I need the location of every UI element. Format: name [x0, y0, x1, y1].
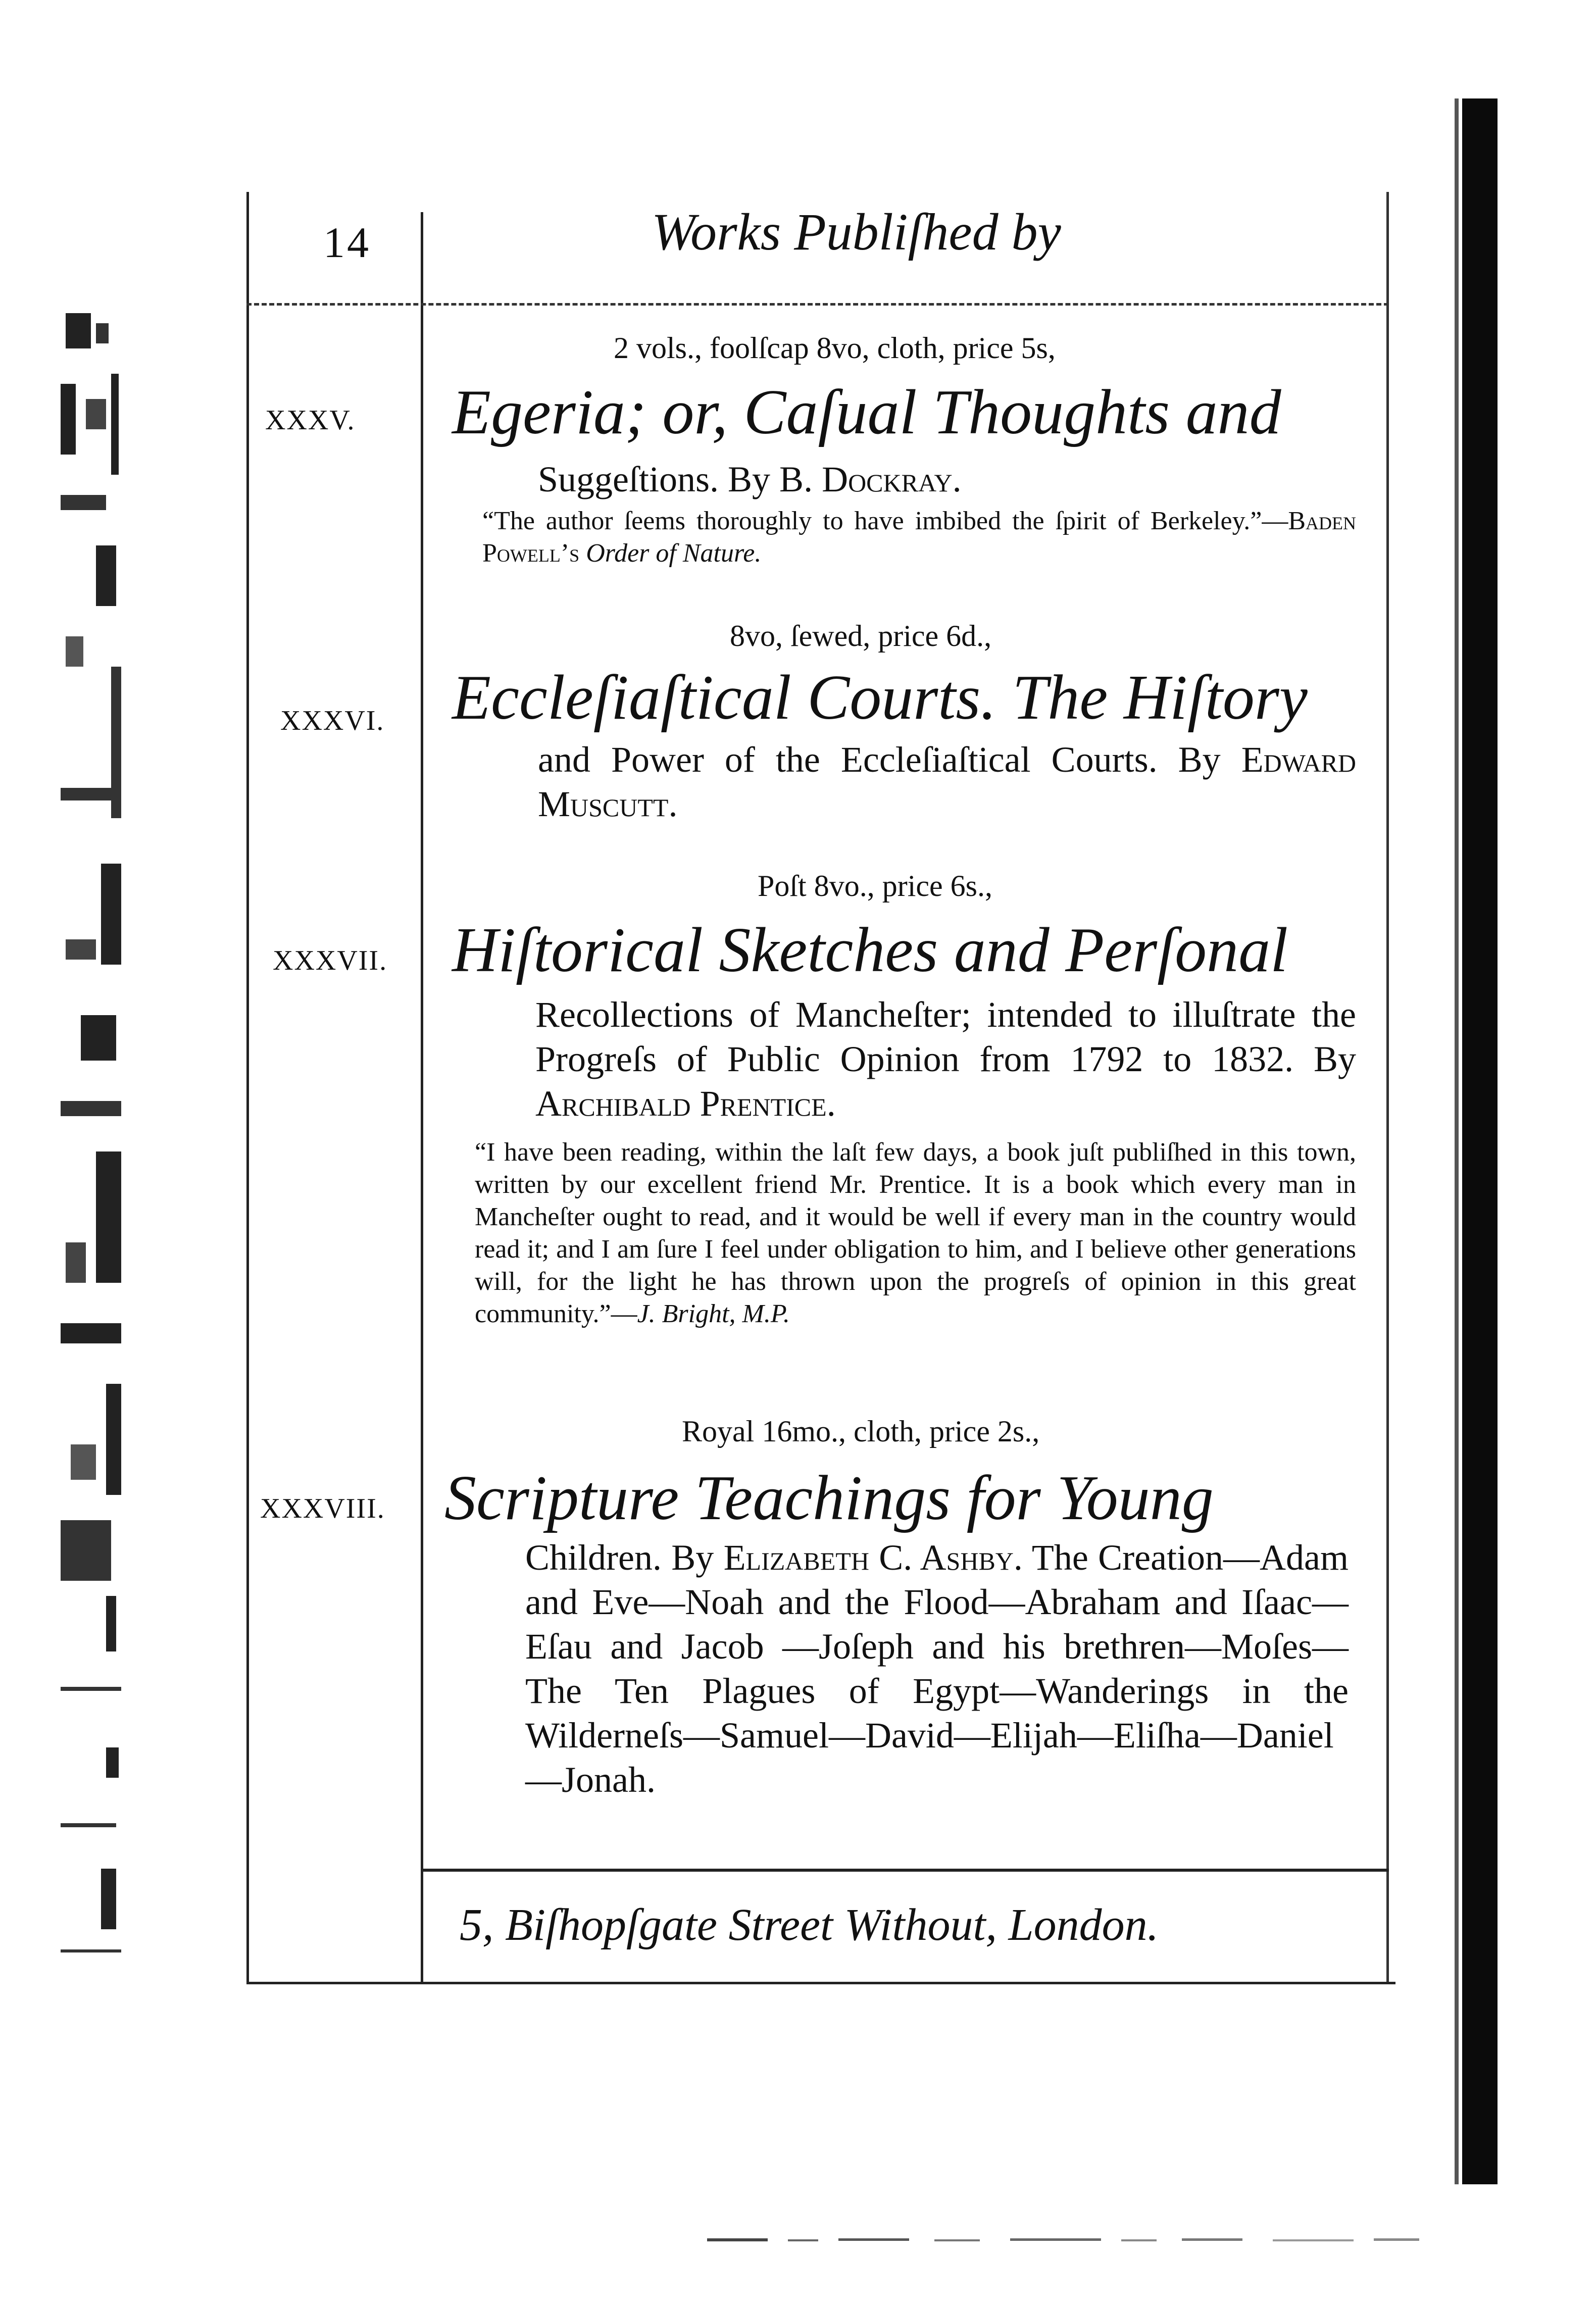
author-name: Archibald Prentice — [535, 1083, 827, 1124]
description-text: Children. By — [525, 1537, 714, 1578]
entry-format: Royal 16mo., cloth, price 2s., — [682, 1415, 1040, 1448]
description-text: and Power of the Eccleſiaſtical Courts. By — [538, 739, 1221, 780]
scan-margin-noise — [30, 283, 141, 2000]
publisher-address: 5, Biſhopſgate Street Without, London. — [460, 1900, 1159, 1950]
header-rule — [246, 303, 1389, 306]
author-name: Dockray — [822, 459, 953, 499]
scan-binding-edge — [1455, 98, 1459, 2184]
description-text: Suggeſtions. By B. — [538, 459, 822, 499]
entry-title: Hiſtorical Sketches and Perſonal — [452, 915, 1288, 985]
scan-binding-shadow — [1462, 98, 1498, 2184]
author-name: Edward Muscutt — [538, 739, 1357, 824]
description-text: . The Creation—Adam and Eve—Noah and the Flood—Abraham and Iſaac—Eſau and Jacob —Joſeph and his brethren—Moſes—The Ten Plagues of Egypt—Wanderings in the Wilderneſs—Samuel—David—Elijah—Eliſha—Daniel—Jonah. — [525, 1537, 1349, 1800]
entry-title: Eccleſiaſtical Courts. The Hiſtory — [452, 663, 1308, 733]
entry-format: 2 vols., foolſcap 8vo, cloth, price 5s, — [614, 331, 1056, 365]
entry-numeral: XXXVIII. — [260, 1493, 385, 1524]
description-text: . — [952, 459, 962, 499]
quote-source: Order of Nature. — [586, 539, 762, 568]
quote-attribution: Baden Powell’s — [482, 507, 1356, 568]
entry-format: Poſt 8vo., price 6s., — [758, 869, 992, 903]
running-head: Works Publiſhed by — [652, 203, 1061, 261]
scan-bottom-noise — [707, 2232, 1515, 2247]
description-text: Recollections of Mancheſter; intended to illuſtrate the Progreſs of Public Opinion from 1792 to 1832. By — [535, 994, 1356, 1079]
entry-numeral: XXXV. — [265, 405, 356, 436]
review-quote — [482, 505, 1356, 570]
page-frame-right-rule — [1386, 192, 1389, 1982]
entry-numeral: XXXVI. — [280, 705, 385, 736]
description-text: . — [826, 1083, 836, 1124]
entry-description — [538, 737, 1356, 826]
author-name: Elizabeth C. Ashby — [723, 1537, 1014, 1578]
page-number: 14 — [323, 218, 371, 267]
entry-format: 8vo, ſewed, price 6d., — [730, 619, 992, 653]
entry-title: Scripture Teachings for Young — [444, 1463, 1214, 1533]
review-quote — [475, 1136, 1356, 1330]
entry-title: Egeria; or, Caſual Thoughts and — [452, 377, 1281, 447]
column-rule — [421, 212, 423, 1982]
footer-rule — [423, 1869, 1389, 1872]
entry-description — [535, 992, 1356, 1126]
quote-text: “The author ſeems thoroughly to have imbibed the ſpirit of Berkeley.”— — [482, 507, 1288, 535]
entry-description — [525, 1535, 1349, 1802]
quote-text: “I have been reading, within the laſt few days, a book juſt publiſhed in this town, written by our excellent friend Mr. Prentice. It is a book which every man in Mancheſter ought to read, and it would be well if every man in the country would read it; and I am ſure I feel under obligation to him, and I believe other generations will, for the light he has thrown upon the progreſs of opinion in this great community.”— — [475, 1138, 1356, 1328]
entry-description — [538, 457, 1356, 502]
description-text: . — [668, 784, 678, 824]
entry-numeral: XXXVII. — [273, 945, 388, 976]
quote-attribution: J. Bright, M.P. — [637, 1299, 790, 1328]
